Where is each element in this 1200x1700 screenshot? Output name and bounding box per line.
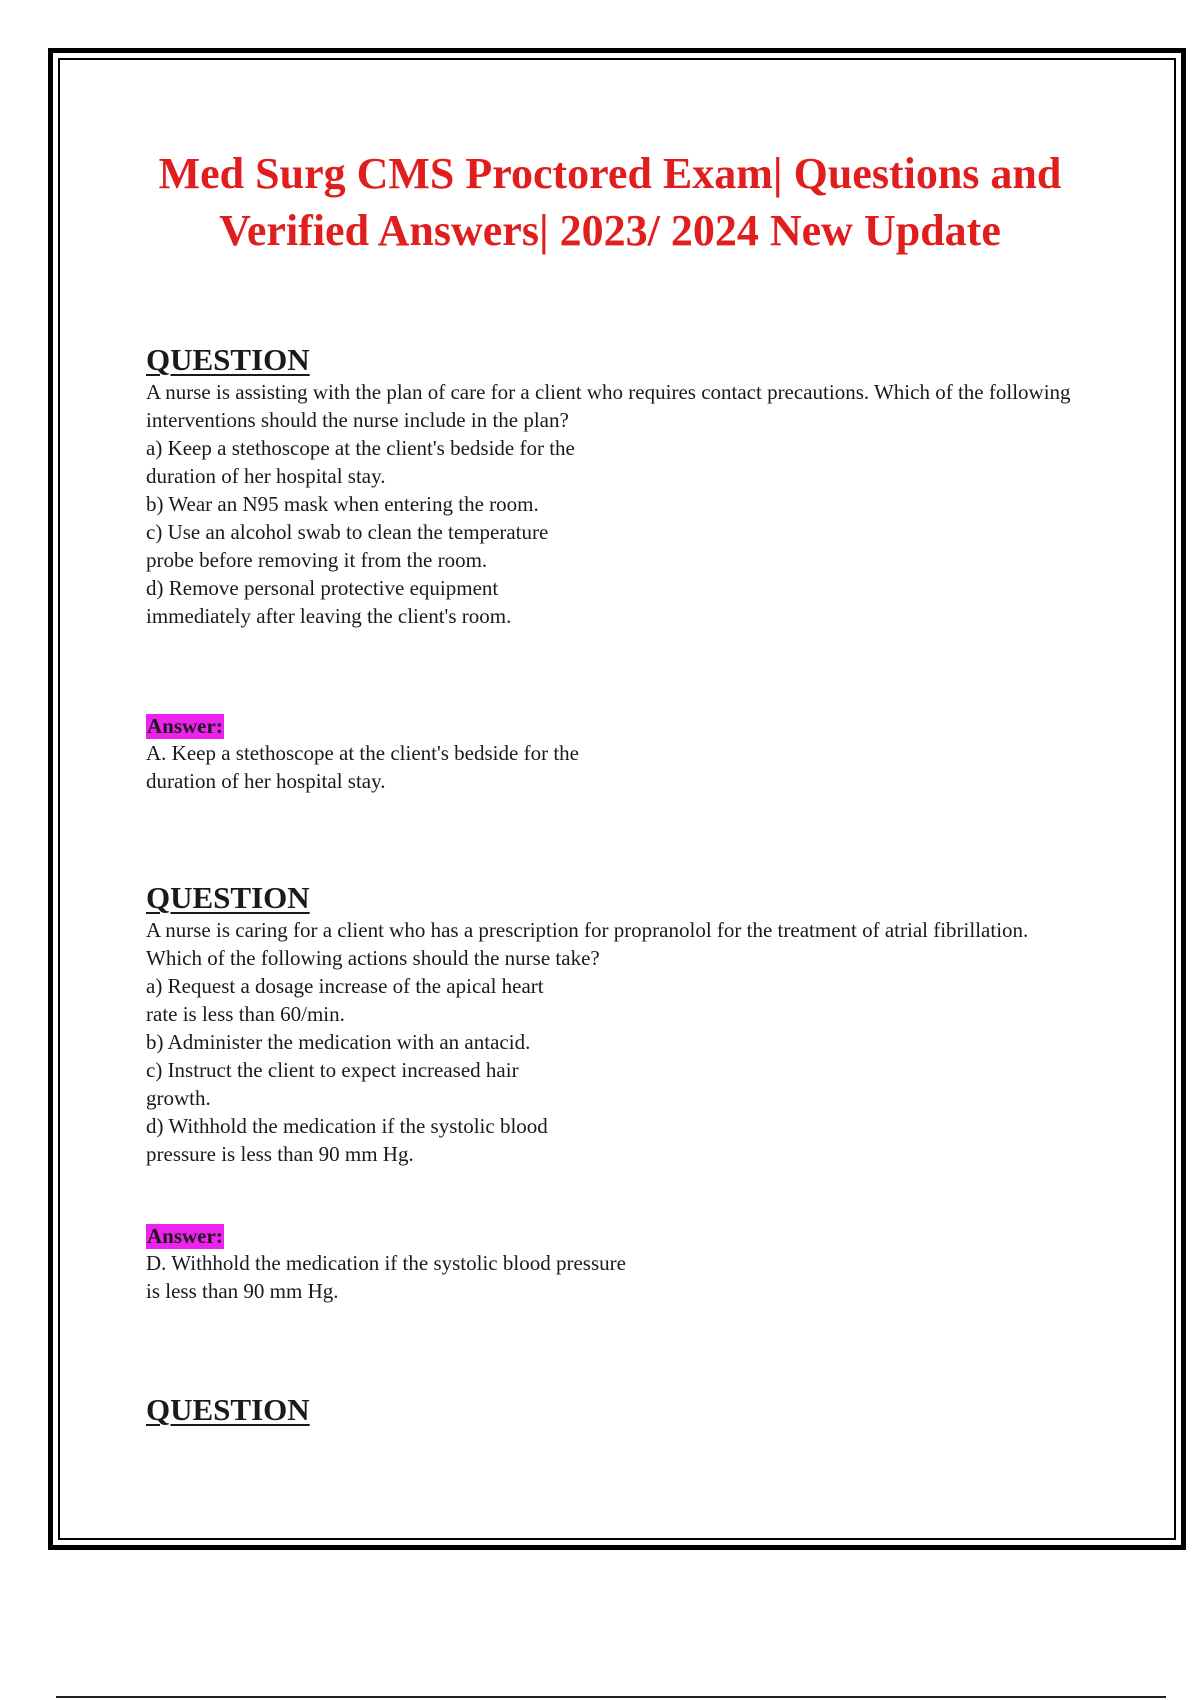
page-bottom-rule [56,1696,1166,1698]
page-border [48,48,1186,1550]
option-b: b) Administer the medication with an antacid. [146,1030,531,1054]
question-block-3 [146,1392,1106,1428]
answer-text: D. Withhold the medication if the systolic blood pressure is less than 90 mm Hg. [146,1251,626,1303]
document-title: Med Surg CMS Proctored Exam| Questions and Verified Answers| 2023/ 2024 New Update [158,149,1062,255]
page-border-inner [58,58,1176,1540]
question-block-1 [146,342,1106,630]
answer-label: Answer: [147,1224,223,1248]
option-c: c) Use an alcohol swab to clean the temperature probe before removing it from the room. [146,520,549,572]
answer-block-2 [146,1224,1106,1305]
option-d: d) Remove personal protective equipment immediately after leaving the client's room. [146,576,512,628]
question-heading: QUESTION [146,880,310,915]
answer-label: Answer: [147,714,223,738]
question-stem: A nurse is assisting with the plan of care for a client who requires contact precautions. Which of the following interventions should the nurse include in the plan? [146,380,1071,432]
option-d: d) Withhold the medication if the systolic blood pressure is less than 90 mm Hg. [146,1114,548,1166]
question-heading: QUESTION [146,1392,310,1427]
option-c: c) Instruct the client to expect increased hair growth. [146,1058,519,1110]
question-block-2 [146,880,1106,1168]
option-a: a) Request a dosage increase of the apical heart rate is less than 60/min. [146,974,544,1026]
answer-text: A. Keep a stethoscope at the client's bedside for the duration of her hospital stay. [146,741,579,793]
answer-block-1 [146,714,1106,795]
option-b: b) Wear an N95 mask when entering the room. [146,492,539,516]
option-a: a) Keep a stethoscope at the client's bedside for the duration of her hospital stay. [146,436,575,488]
question-stem: A nurse is caring for a client who has a prescription for propranolol for the treatment of atrial fibrillation. Which of the following actions should the nurse take? [146,918,1029,970]
question-heading: QUESTION [146,342,310,377]
